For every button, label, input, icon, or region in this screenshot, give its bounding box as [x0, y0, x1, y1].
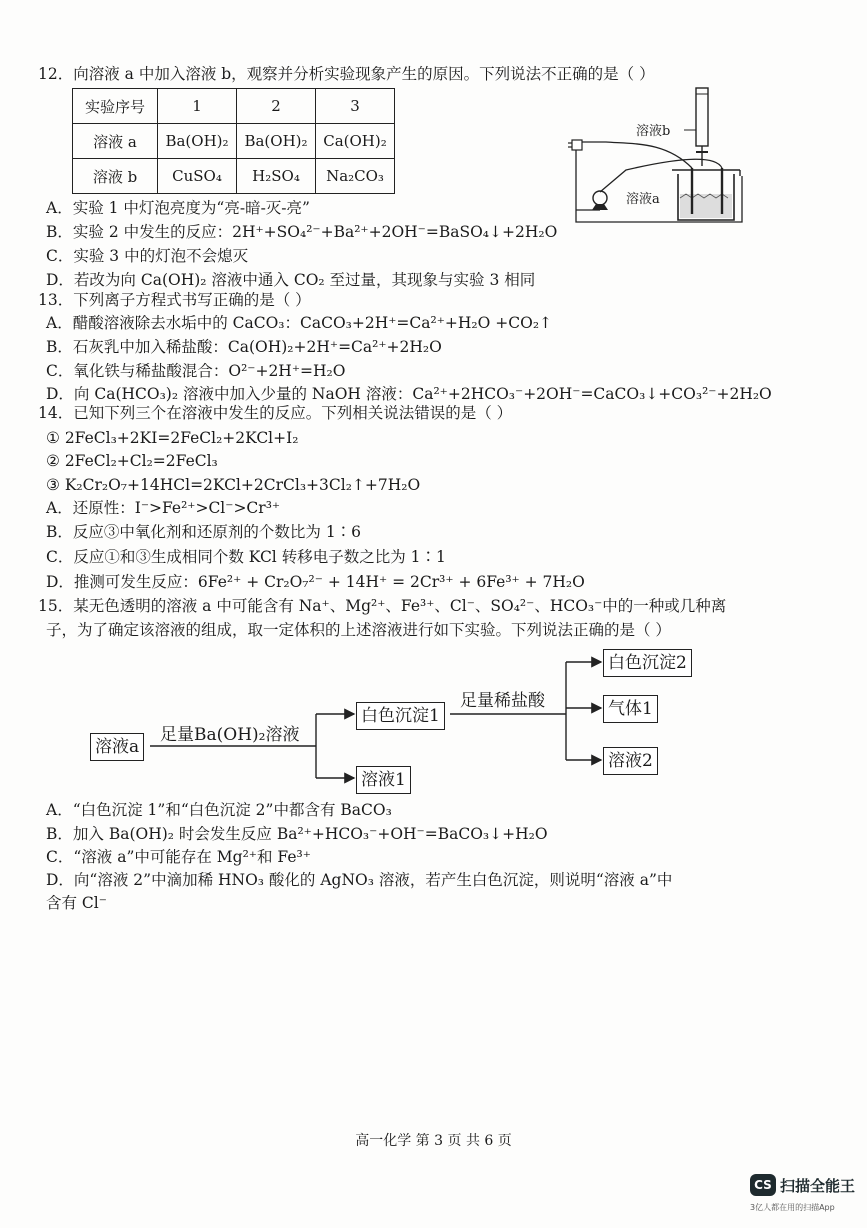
- flow-box-solution-1: 溶液1: [356, 766, 411, 794]
- q14-reaction-3: ③ K₂Cr₂O₇+14HCl=2KCl+2CrCl₃+3Cl₂↑+7H₂O: [46, 476, 421, 494]
- scanner-app-watermark: [750, 1168, 860, 1220]
- q15-option-c: C．“溶液 a”中可能存在 Mg²⁺和 Fe³⁺: [46, 848, 311, 866]
- table-cell: 3: [316, 89, 395, 124]
- table-cell: Na₂CO₃: [316, 159, 395, 194]
- page-footer: 高一化学 第 3 页 共 6 页: [355, 1133, 512, 1149]
- q14-option-d: D．推测可发生反应：6Fe²⁺ + Cr₂O₇²⁻ + 14H⁺ = 2Cr³⁺ + 6Fe³⁺ + 7H₂O: [46, 573, 585, 591]
- q14-option-c: C．反应①和③生成相同个数 KCl 转移电子数之比为 1∶1: [46, 548, 446, 566]
- q13-stem: 13．下列离子方程式书写正确的是（ ）: [38, 291, 311, 309]
- q15-stem-line1: 15．某无色透明的溶液 a 中可能含有 Na⁺、Mg²⁺、Fe³⁺、Cl⁻、SO₄²⁻、HCO₃⁻中的一种或几种离: [38, 597, 727, 615]
- q14-reaction-2: ② 2FeCl₂+Cl₂=2FeCl₃: [46, 452, 218, 470]
- q14-reaction-1: ① 2FeCl₃+2KI=2FeCl₂+2KCl+I₂: [46, 429, 299, 447]
- q15-option-d-continued: 含有 Cl⁻: [46, 894, 107, 912]
- q13-option-b: B．石灰乳中加入稀盐酸：Ca(OH)₂+2H⁺=Ca²⁺+2H₂O: [46, 338, 442, 356]
- q14-option-b: B．反应③中氧化剂和还原剂的个数比为 1∶6: [46, 523, 362, 541]
- q13-option-d: D．向 Ca(HCO₃)₂ 溶液中加入少量的 NaOH 溶液：Ca²⁺+2HCO₃⁻+2OH⁻=CaCO₃↓+CO₃²⁻+2H₂O: [46, 385, 772, 403]
- table-cell: Ba(OH)₂: [237, 124, 316, 159]
- table-cell: Ca(OH)₂: [316, 124, 395, 159]
- table-cell: Ba(OH)₂: [158, 124, 237, 159]
- q12-option-b: B．实验 2 中发生的反应：2H⁺+SO₄²⁻+Ba²⁺+2OH⁻=BaSO₄↓+2H₂O: [46, 223, 558, 241]
- table-cell: H₂SO₄: [237, 159, 316, 194]
- flow-reagent-hcl: 足量稀盐酸: [460, 691, 545, 711]
- flow-box-gas-1: 气体1: [603, 695, 658, 723]
- flow-box-white-precipitate-2: 白色沉淀2: [603, 649, 692, 677]
- table-cell: 2: [237, 89, 316, 124]
- q12-option-a: A．实验 1 中灯泡亮度为“亮-暗-灭-亮”: [46, 199, 310, 217]
- q13-option-c: C．氧化铁与稀盐酸混合：O²⁻+2H⁺=H₂O: [46, 362, 346, 380]
- flow-reagent-baoh2: 足量Ba(OH)₂溶液: [160, 725, 300, 745]
- table-cell: 溶液 b: [73, 159, 158, 194]
- q12-option-d: D．若改为向 Ca(OH)₂ 溶液中通入 CO₂ 至过量，其现象与实验 3 相同: [46, 271, 536, 289]
- q14-option-a: A．还原性：I⁻>Fe²⁺>Cl⁻>Cr³⁺: [46, 499, 281, 517]
- q12-option-c: C．实验 3 中的灯泡不会熄灭: [46, 247, 249, 265]
- flow-box-solution-a: 溶液a: [90, 733, 144, 761]
- q15-option-a: A．“白色沉淀 1”和“白色沉淀 2”中都含有 BaCO₃: [46, 801, 392, 819]
- cs-logo-icon: CS: [750, 1174, 776, 1196]
- watermark-app-name: 扫描全能王: [780, 1177, 856, 1195]
- q15-option-d: D．向“溶液 2”中滴加稀 HNO₃ 酸化的 AgNO₃ 溶液，若产生白色沉淀，则说明“溶液 a”中: [46, 871, 673, 889]
- table-cell: CuSO₄: [158, 159, 237, 194]
- q15-stem-line2: 子，为了确定该溶液的组成，取一定体积的上述溶液进行如下实验。下列说法正确的是（ ）: [46, 621, 671, 639]
- q12-stem: 12．向溶液 a 中加入溶液 b，观察并分析实验现象产生的原因。下列说法不正确的是（ ）: [38, 65, 655, 83]
- table-cell: 溶液 a: [73, 124, 158, 159]
- flow-box-white-precipitate-1: 白色沉淀1: [356, 702, 445, 730]
- table-cell: 1: [158, 89, 237, 124]
- q13-option-a: A．醋酸溶液除去水垢中的 CaCO₃：CaCO₃+2H⁺=Ca²⁺+H₂O +CO₂↑: [46, 314, 553, 332]
- table-cell: 实验序号: [73, 89, 158, 124]
- solution-b-label: 溶液b: [636, 124, 671, 139]
- watermark-tagline: 3亿人都在用的扫描App: [750, 1203, 835, 1212]
- flow-box-solution-2: 溶液2: [603, 747, 658, 775]
- q15-option-b: B．加入 Ba(OH)₂ 时会发生反应 Ba²⁺+HCO₃⁻+OH⁻=BaCO₃↓+H₂O: [46, 825, 548, 843]
- solution-a-label: 溶液a: [626, 192, 660, 207]
- q14-stem: 14．已知下列三个在溶液中发生的反应。下列相关说法错误的是（ ）: [38, 404, 513, 422]
